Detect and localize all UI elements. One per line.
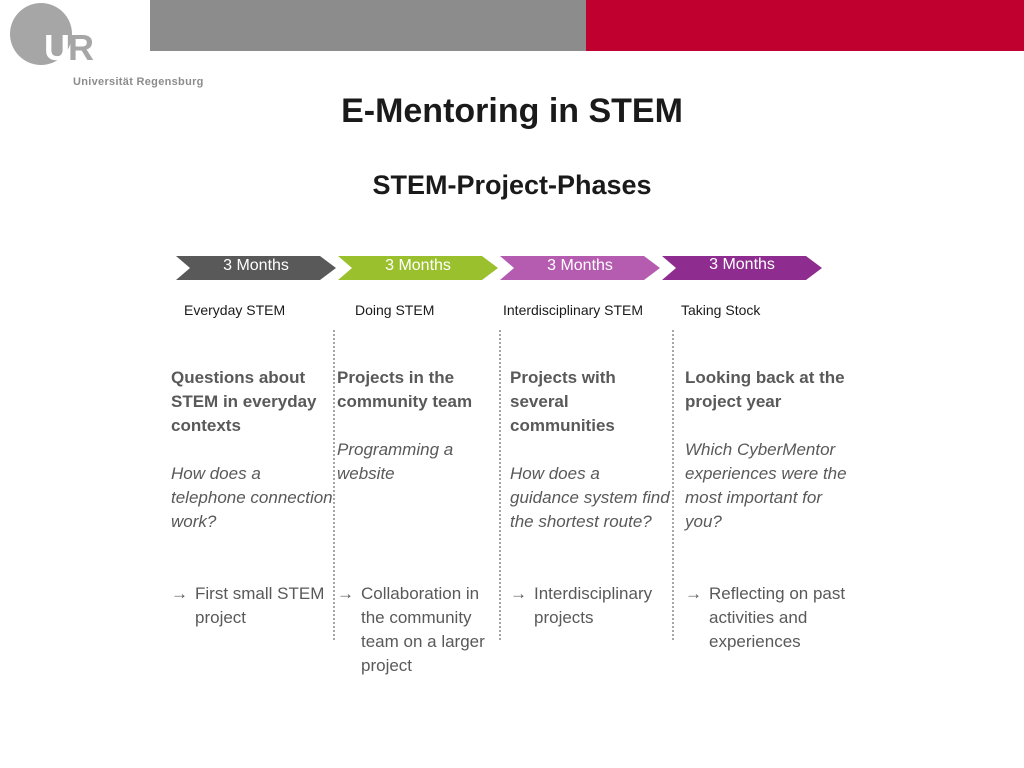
phase-heading: Questions about STEM in everyday contexts (171, 368, 317, 435)
phase-example-question: How does a telephone connection work? (171, 464, 333, 531)
phase-example-question: Programming a website (337, 440, 454, 483)
phase-result-text: Reflecting on past activities and experiences (709, 584, 846, 651)
phase-name-1: Everyday STEM (184, 302, 286, 318)
right-arrow-icon: → (510, 584, 527, 603)
phase-heading: Projects with several communities (510, 368, 616, 435)
phase-example-question: How does a guidance system find the shortest route? (510, 464, 670, 531)
svg-text:U: U (44, 27, 70, 65)
right-arrow-icon: → (685, 584, 702, 603)
university-logo (10, 3, 130, 65)
phase-column-1 (171, 366, 333, 627)
column-divider-2 (499, 330, 501, 640)
phase-name-4: Taking Stock (681, 302, 761, 318)
column-divider-1 (333, 330, 335, 640)
phase-result (510, 582, 672, 630)
phase-result (685, 582, 860, 654)
phase-result (171, 582, 333, 630)
phase-result-text: First small STEM project (195, 584, 325, 627)
phase-column-2 (337, 366, 499, 675)
university-name: Universität Regensburg (73, 76, 204, 88)
right-arrow-icon: → (337, 584, 354, 603)
column-divider-3 (672, 330, 674, 640)
phase-column-3 (510, 366, 672, 627)
header-gray-bar (150, 0, 586, 51)
svg-text:R: R (68, 27, 94, 65)
right-arrow-icon: → (171, 584, 188, 603)
phase-name-2: Doing STEM (355, 302, 435, 318)
phase-heading: Projects in the community team (337, 368, 473, 411)
phase-duration-2: 3 Months (385, 257, 451, 274)
phase-duration-3: 3 Months (547, 257, 613, 274)
phase-duration-1: 3 Months (223, 257, 289, 274)
phase-column-4 (685, 366, 860, 651)
slide-subtitle: STEM-Project-Phases (372, 170, 652, 200)
phase-result (337, 582, 499, 678)
phase-result-text: Interdisciplinary projects (534, 584, 653, 627)
header-red-bar (586, 0, 1024, 51)
phase-result-text: Collaboration in the community team on a larger project (361, 584, 485, 675)
phase-duration-4: 3 Months (709, 256, 775, 273)
phase-name-3: Interdisciplinary STEM (503, 302, 644, 318)
phase-example-question: Which CyberMentor experiences were the most important for you? (685, 440, 847, 531)
slide-title: E-Mentoring in STEM (341, 92, 683, 130)
phase-heading: Looking back at the project year (685, 368, 845, 411)
